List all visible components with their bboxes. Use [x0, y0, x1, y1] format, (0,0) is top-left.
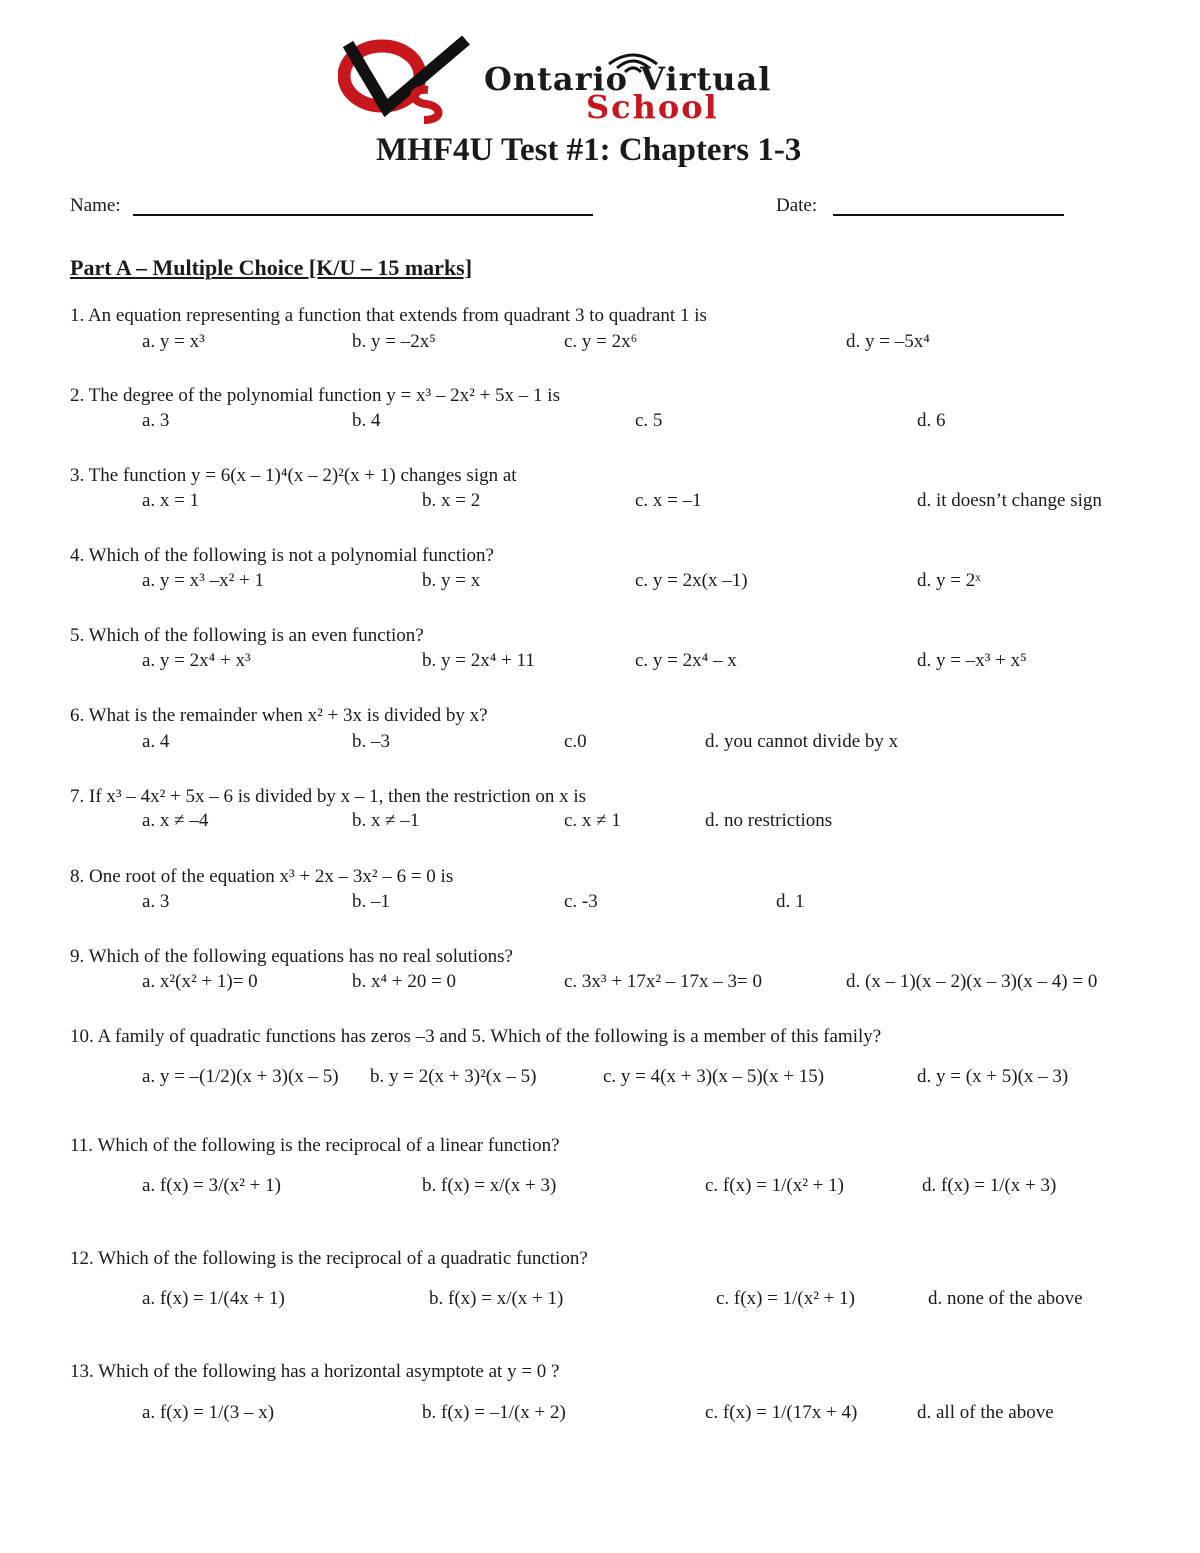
page-title: MHF4U Test #1: Chapters 1-3: [376, 132, 802, 168]
q1-option-b[interactable]: b. y = –2x⁵: [352, 331, 436, 352]
question-10: 10. A family of quadratic functions has zeros –3 and 5. Which of the following is a member of this family?: [70, 1026, 882, 1047]
q2-option-a[interactable]: a. 3: [142, 410, 170, 431]
q10-option-b[interactable]: b. y = 2(x + 3)²(x – 5): [370, 1066, 537, 1087]
q7-option-d[interactable]: d. no restrictions: [705, 810, 833, 831]
q12-option-b[interactable]: b. f(x) = x/(x + 1): [429, 1288, 564, 1309]
q13-option-c[interactable]: c. f(x) = 1/(17x + 4): [705, 1402, 858, 1423]
q11-option-a[interactable]: a. f(x) = 3/(x² + 1): [142, 1175, 281, 1196]
q10-option-a[interactable]: a. y = –(1/2)(x + 3)(x – 5): [142, 1066, 339, 1087]
brand-name: Ontario Virtual: [484, 60, 772, 98]
q3-option-b[interactable]: b. x = 2: [422, 490, 481, 511]
question-2: 2. The degree of the polynomial function y = x³ – 2x² + 5x – 1 is: [70, 385, 560, 406]
q8-option-b[interactable]: b. –1: [352, 891, 390, 912]
q9-option-a[interactable]: a. x²(x² + 1)= 0: [142, 971, 258, 992]
q4-option-a[interactable]: a. y = x³ –x² + 1: [142, 570, 265, 591]
q1-option-c[interactable]: c. y = 2x⁶: [564, 331, 638, 352]
question-6: 6. What is the remainder when x² + 3x is divided by x?: [70, 705, 488, 726]
q11-option-b[interactable]: b. f(x) = x/(x + 3): [422, 1175, 557, 1196]
question-11: 11. Which of the following is the reciprocal of a linear function?: [70, 1135, 560, 1156]
name-field[interactable]: [133, 214, 593, 216]
q6-option-c[interactable]: c.0: [564, 731, 587, 752]
q9-option-b[interactable]: b. x⁴ + 20 = 0: [352, 971, 457, 992]
q13-option-b[interactable]: b. f(x) = –1/(x + 2): [422, 1402, 566, 1423]
q1-option-d[interactable]: d. y = –5x⁴: [846, 331, 930, 352]
q6-option-d[interactable]: d. you cannot divide by x: [705, 731, 899, 752]
q7-option-a[interactable]: a. x ≠ –4: [142, 810, 209, 831]
q1-option-a[interactable]: a. y = x³: [142, 331, 205, 352]
logo: [338, 36, 868, 126]
date-field[interactable]: [833, 214, 1064, 216]
section-heading: Part A – Multiple Choice [K/U – 15 marks]: [70, 255, 473, 280]
q3-option-c[interactable]: c. x = –1: [635, 490, 702, 511]
q8-option-a[interactable]: a. 3: [142, 891, 170, 912]
q2-option-b[interactable]: b. 4: [352, 410, 381, 431]
q8-option-d[interactable]: d. 1: [776, 891, 805, 912]
q10-option-d[interactable]: d. y = (x + 5)(x – 3): [917, 1066, 1069, 1087]
q2-option-c[interactable]: c. 5: [635, 410, 663, 431]
q10-option-c[interactable]: c. y = 4(x + 3)(x – 5)(x + 15): [603, 1066, 825, 1087]
question-12: 12. Which of the following is the reciprocal of a quadratic function?: [70, 1248, 588, 1269]
q4-option-b[interactable]: b. y = x: [422, 570, 481, 591]
question-8: 8. One root of the equation x³ + 2x – 3x² – 6 = 0 is: [70, 866, 454, 887]
q12-option-a[interactable]: a. f(x) = 1/(4x + 1): [142, 1288, 285, 1309]
question-4: 4. Which of the following is not a polynomial function?: [70, 545, 494, 566]
q13-option-a[interactable]: a. f(x) = 1/(3 – x): [142, 1402, 275, 1423]
question-9: 9. Which of the following equations has no real solutions?: [70, 946, 513, 967]
q3-option-a[interactable]: a. x = 1: [142, 490, 200, 511]
q5-option-c[interactable]: c. y = 2x⁴ – x: [635, 650, 737, 671]
q5-option-a[interactable]: a. y = 2x⁴ + x³: [142, 650, 251, 671]
q4-option-c[interactable]: c. y = 2x(x –1): [635, 570, 748, 591]
q13-option-d[interactable]: d. all of the above: [917, 1402, 1054, 1423]
brand-subname: School: [586, 88, 719, 126]
question-7: 7. If x³ – 4x² + 5x – 6 is divided by x – 1, then the restriction on x is: [70, 786, 587, 807]
q12-option-d[interactable]: d. none of the above: [928, 1288, 1083, 1309]
q9-option-c[interactable]: c. 3x³ + 17x² – 17x – 3= 0: [564, 971, 763, 992]
q8-option-c[interactable]: c. -3: [564, 891, 598, 912]
name-label: Name:: [70, 195, 121, 216]
q11-option-c[interactable]: c. f(x) = 1/(x² + 1): [705, 1175, 844, 1196]
q7-option-b[interactable]: b. x ≠ –1: [352, 810, 420, 831]
question-1: 1. An equation representing a function that extends from quadrant 3 to quadrant 1 is: [70, 305, 707, 326]
q9-option-d[interactable]: d. (x – 1)(x – 2)(x – 3)(x – 4) = 0: [846, 971, 1098, 992]
q12-option-c[interactable]: c. f(x) = 1/(x² + 1): [716, 1288, 855, 1309]
question-5: 5. Which of the following is an even function?: [70, 625, 424, 646]
q4-option-d[interactable]: d. y = 2ˣ: [917, 570, 981, 591]
q2-option-d[interactable]: d. 6: [917, 410, 946, 431]
question-13: 13. Which of the following has a horizontal asymptote at y = 0 ?: [70, 1361, 560, 1382]
question-3: 3. The function y = 6(x – 1)⁴(x – 2)²(x + 1) changes sign at: [70, 465, 517, 486]
logo-mark-icon: [338, 36, 478, 124]
q5-option-d[interactable]: d. y = –x³ + x⁵: [917, 650, 1027, 671]
q5-option-b[interactable]: b. y = 2x⁴ + 11: [422, 650, 535, 671]
date-label: Date:: [776, 195, 818, 216]
q6-option-a[interactable]: a. 4: [142, 731, 170, 752]
q6-option-b[interactable]: b. –3: [352, 731, 390, 752]
q3-option-d[interactable]: d. it doesn’t change sign: [917, 490, 1102, 511]
q7-option-c[interactable]: c. x ≠ 1: [564, 810, 621, 831]
q11-option-d[interactable]: d. f(x) = 1/(x + 3): [922, 1175, 1057, 1196]
